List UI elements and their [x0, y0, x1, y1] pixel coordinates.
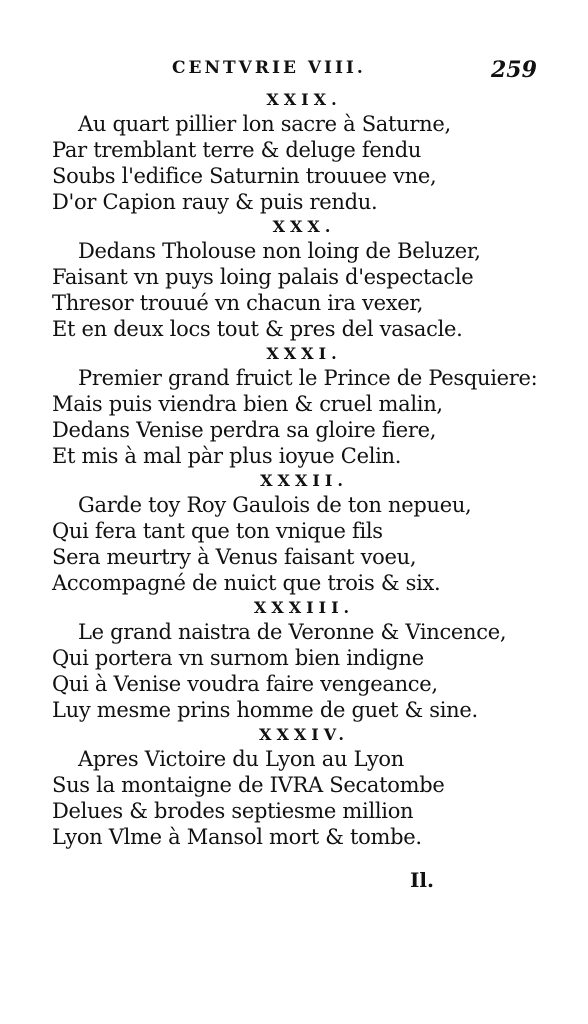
- verse-line: Accompagné de nuict que trois & six.: [52, 571, 441, 595]
- quatrain-number: XXXI.: [266, 344, 342, 363]
- running-title: CENTVRIE VIII.: [172, 58, 366, 78]
- quatrain-number: XXIX.: [266, 90, 342, 109]
- verse-line: Qui fera tant que ton vnique fils: [52, 519, 383, 543]
- verse-line: Mais puis viendra bien & cruel malin,: [52, 392, 443, 416]
- quatrain-number: XXX.: [272, 217, 336, 236]
- verse-line: Garde toy Roy Gaulois de ton nepueu,: [78, 493, 472, 517]
- verse-line: Faisant vn puys loing palais d'espectacle: [52, 265, 474, 289]
- quatrains: [52, 88, 538, 850]
- verse-line: Et mis à mal pàr plus ioyue Celin.: [52, 444, 402, 468]
- verse-line: Luy mesme prins homme de guet & sine.: [52, 698, 478, 722]
- verse-line: Qui à Venise voudra faire vengeance,: [52, 672, 438, 696]
- verse-line: Apres Victoire du Lyon au Lyon: [78, 747, 404, 771]
- verse-line: D'or Capion rauy & puis rendu.: [52, 190, 378, 214]
- verse-line: Par tremblant terre & deluge fendu: [52, 138, 422, 162]
- quatrain-number: XXXIII.: [253, 598, 355, 617]
- quatrain-number: XXXII.: [260, 471, 348, 490]
- verse-line: Au quart pillier lon sacre à Saturne,: [78, 112, 451, 136]
- quatrain-number: XXXIV.: [259, 725, 349, 744]
- page-number: 259: [491, 57, 537, 83]
- verse-line: Sera meurtry à Venus faisant voeu,: [52, 545, 417, 569]
- verse-line: Thresor trouué vn chacun ira vexer,: [52, 291, 424, 315]
- verse-line: Lyon Vlme à Mansol mort & tombe.: [52, 825, 422, 849]
- verse-line: Sus la montaigne de IVRA Secatombe: [52, 773, 445, 797]
- verse-line: Premier grand fruict le Prince de Pesquiere:: [78, 366, 538, 390]
- verse-line: Qui portera vn surnom bien indigne: [52, 646, 424, 670]
- verse-line: Et en deux locs tout & pres del vasacle.: [52, 317, 463, 341]
- verse-line: Delues & brodes septiesme million: [52, 799, 414, 823]
- catchword: Il.: [410, 868, 434, 892]
- verse-line: Dedans Tholouse non loing de Beluzer,: [78, 239, 481, 263]
- verse-line: Dedans Venise perdra sa gloire fiere,: [52, 418, 437, 442]
- verse-line: Le grand naistra de Veronne & Vincence,: [78, 620, 507, 644]
- verse-line: Soubs l'edifice Saturnin trouuee vne,: [52, 164, 437, 188]
- running-head: [0, 58, 588, 88]
